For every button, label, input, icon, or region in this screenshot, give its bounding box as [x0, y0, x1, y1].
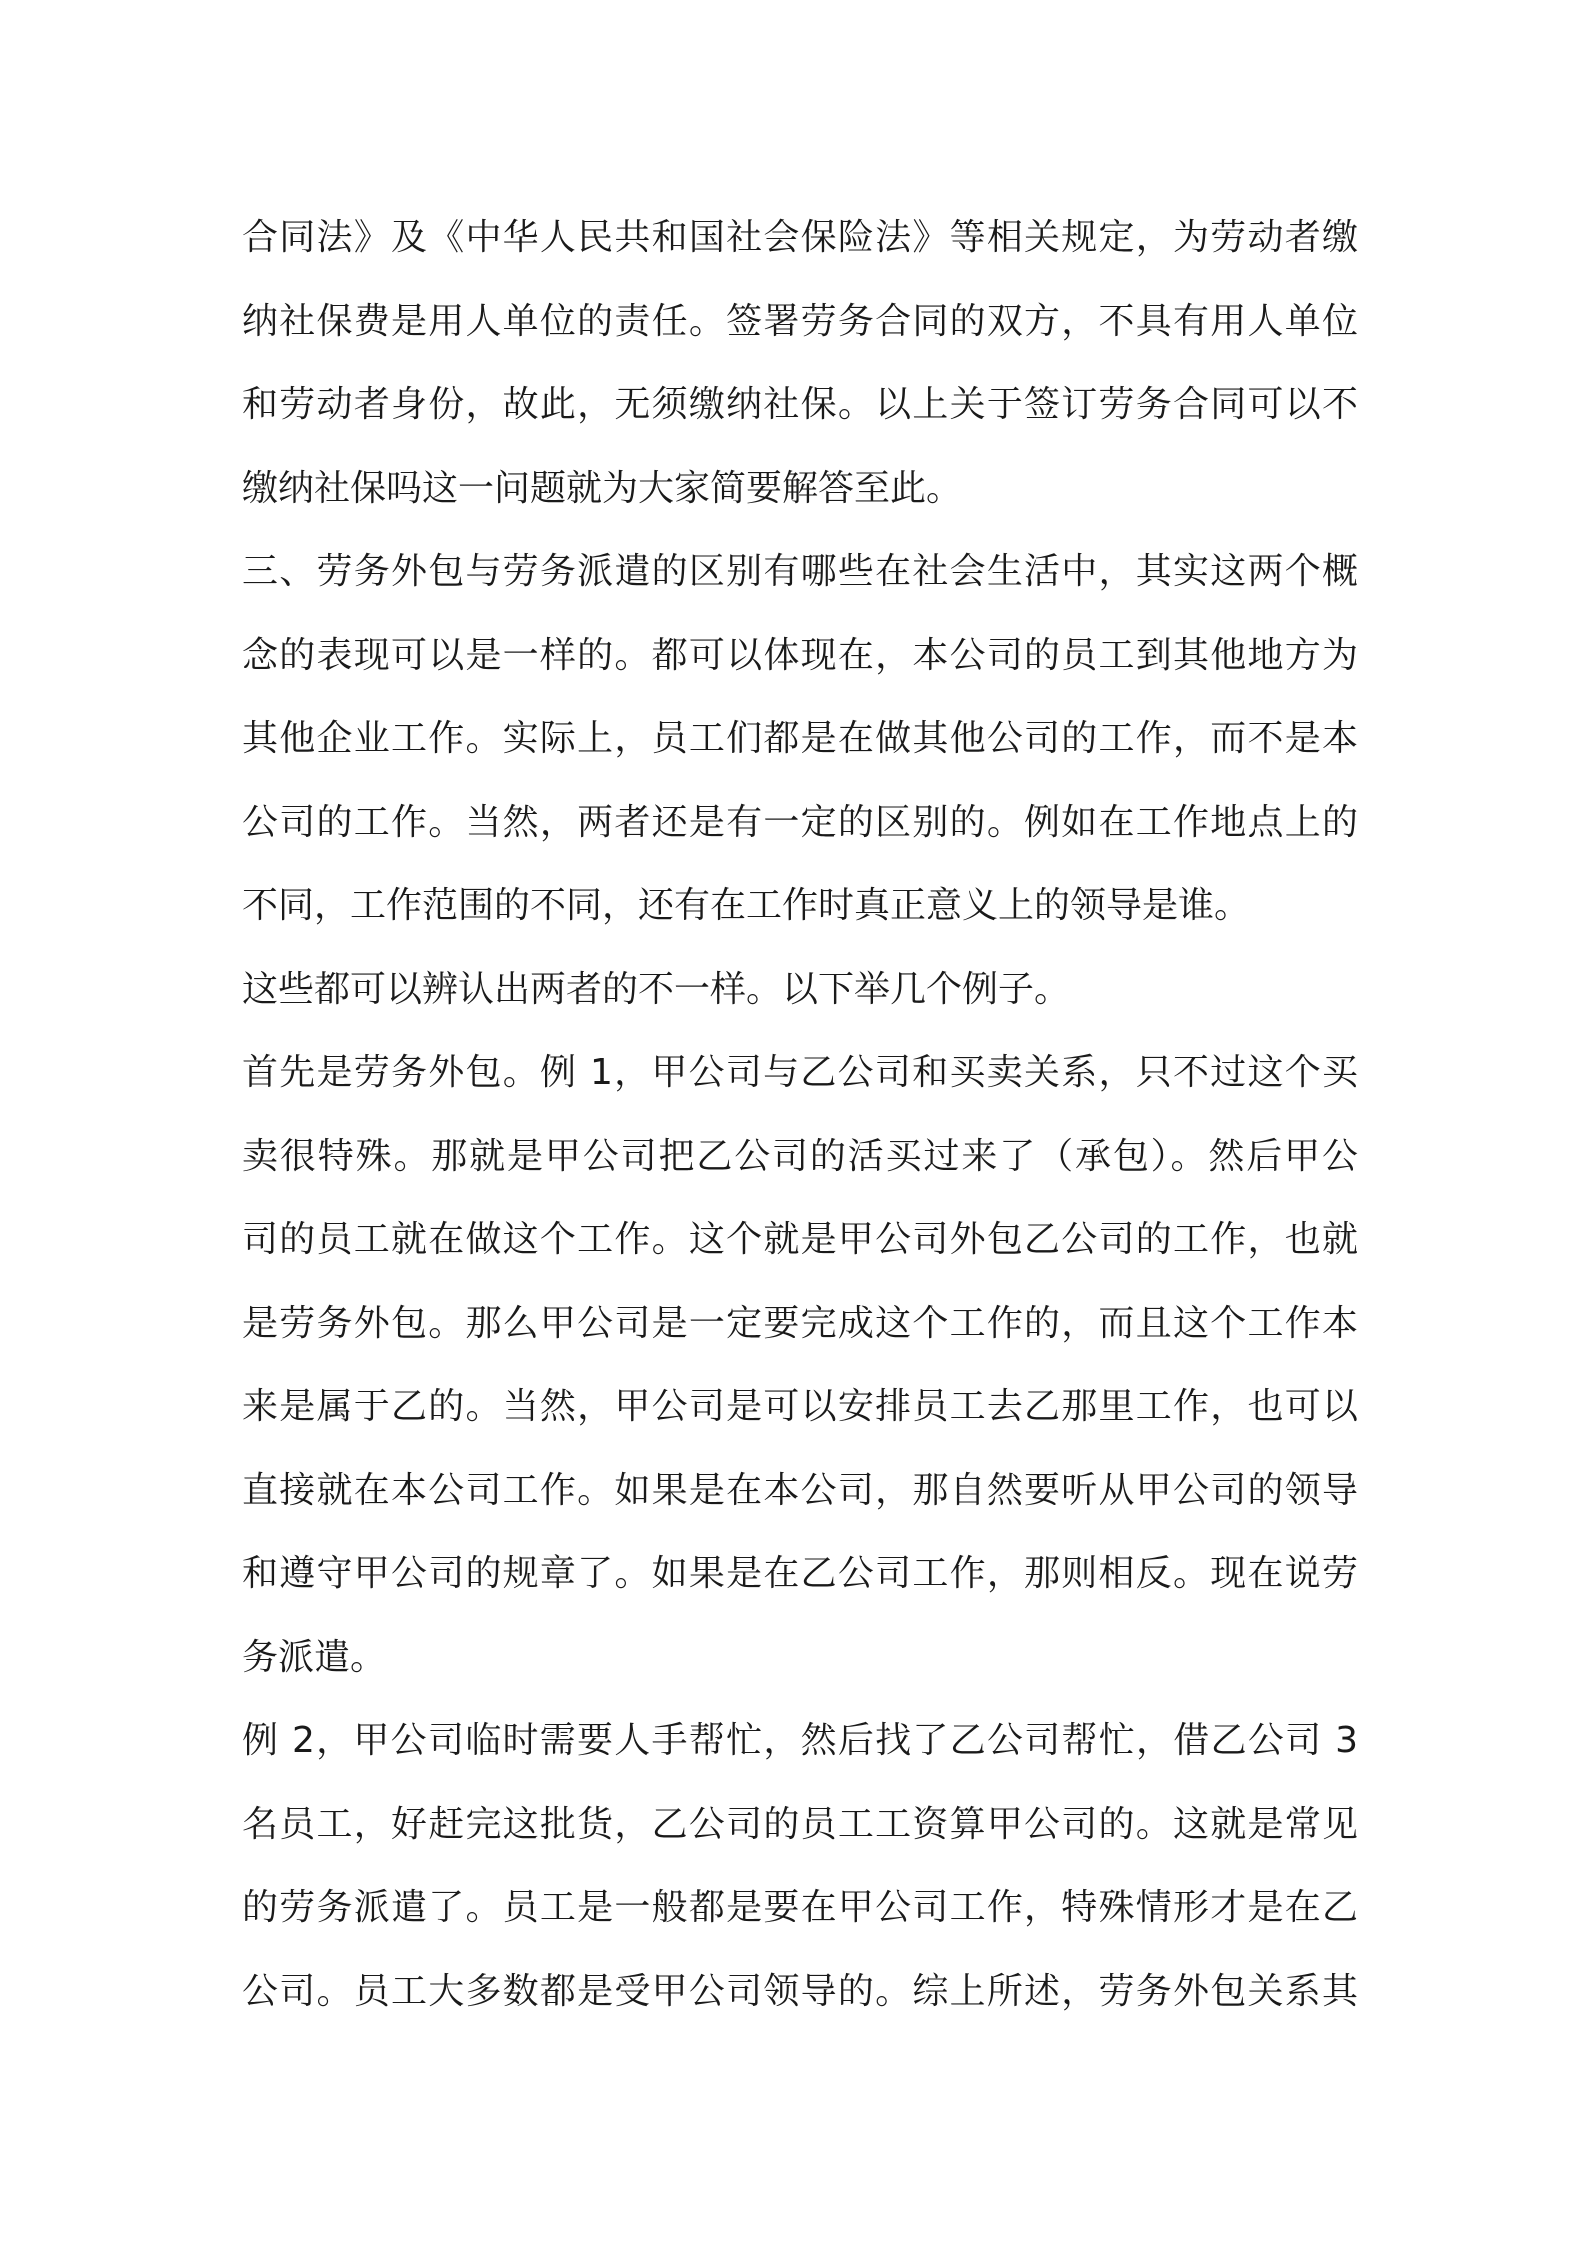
text-line: 公司。员工大多数都是受甲公司领导的。综上所述，劳务外包关系其	[242, 1970, 1358, 2012]
text-line: 缴纳社保吗这一问题就为大家简要解答至此。	[242, 467, 963, 509]
text-line: 公司的工作。当然，两者还是有一定的区别的。例如在工作地点上的	[242, 801, 1358, 843]
text-line: 三、劳务外包与劳务派遣的区别有哪些在社会生活中，其实这两个概	[242, 551, 1358, 592]
document-body	[242, 196, 1358, 2033]
text-line: 司的员工就在做这个工作。这个就是甲公司外包乙公司的工作，也就	[242, 1219, 1358, 1260]
text-line: 不同，工作范围的不同，还有在工作时真正意义上的领导是谁。	[242, 885, 1251, 926]
text-line: 念的表现可以是一样的。都可以体现在，本公司的员工到其他地方为	[242, 634, 1358, 676]
text-line: 来是属于乙的。当然，甲公司是可以安排员工去乙那里工作，也可以	[242, 1386, 1358, 1427]
text-line: 例 2，甲公司临时需要人手帮忙，然后找了乙公司帮忙，借乙公司 3	[242, 1720, 1358, 1761]
text-line: 务派遣。	[242, 1636, 387, 1678]
text-line: 首先是劳务外包。例 1，甲公司与乙公司和买卖关系，只不过这个买	[242, 1052, 1358, 1093]
text-line: 和遵守甲公司的规章了。如果是在乙公司工作，那则相反。现在说劳	[242, 1553, 1358, 1594]
text-line: 其他企业工作。实际上，员工们都是在做其他公司的工作，而不是本	[242, 718, 1358, 759]
text-line: 是劳务外包。那么甲公司是一定要完成这个工作的，而且这个工作本	[242, 1302, 1358, 1344]
text-line: 名员工，好赶完这批货，乙公司的员工工资算甲公司的。这就是常见	[242, 1803, 1358, 1845]
text-line: 合同法》及《中华人民共和国社会保险法》等相关规定，为劳动者缴	[242, 217, 1358, 258]
text-line: 卖很特殊。那就是甲公司把乙公司的活买过来了（承包）。然后甲公	[242, 1135, 1358, 1177]
text-line: 和劳动者身份，故此，无须缴纳社保。以上关于签订劳务合同可以不	[242, 384, 1358, 425]
text-line: 直接就在本公司工作。如果是在本公司，那自然要听从甲公司的领导	[242, 1469, 1358, 1511]
text-line: 的劳务派遣了。员工是一般都是要在甲公司工作，特殊情形才是在乙	[242, 1887, 1358, 1928]
text-line: 这些都可以辨认出两者的不一样。以下举几个例子。	[242, 968, 1071, 1010]
text-line: 纳社保费是用人单位的责任。签署劳务合同的双方，不具有用人单位	[242, 300, 1358, 342]
